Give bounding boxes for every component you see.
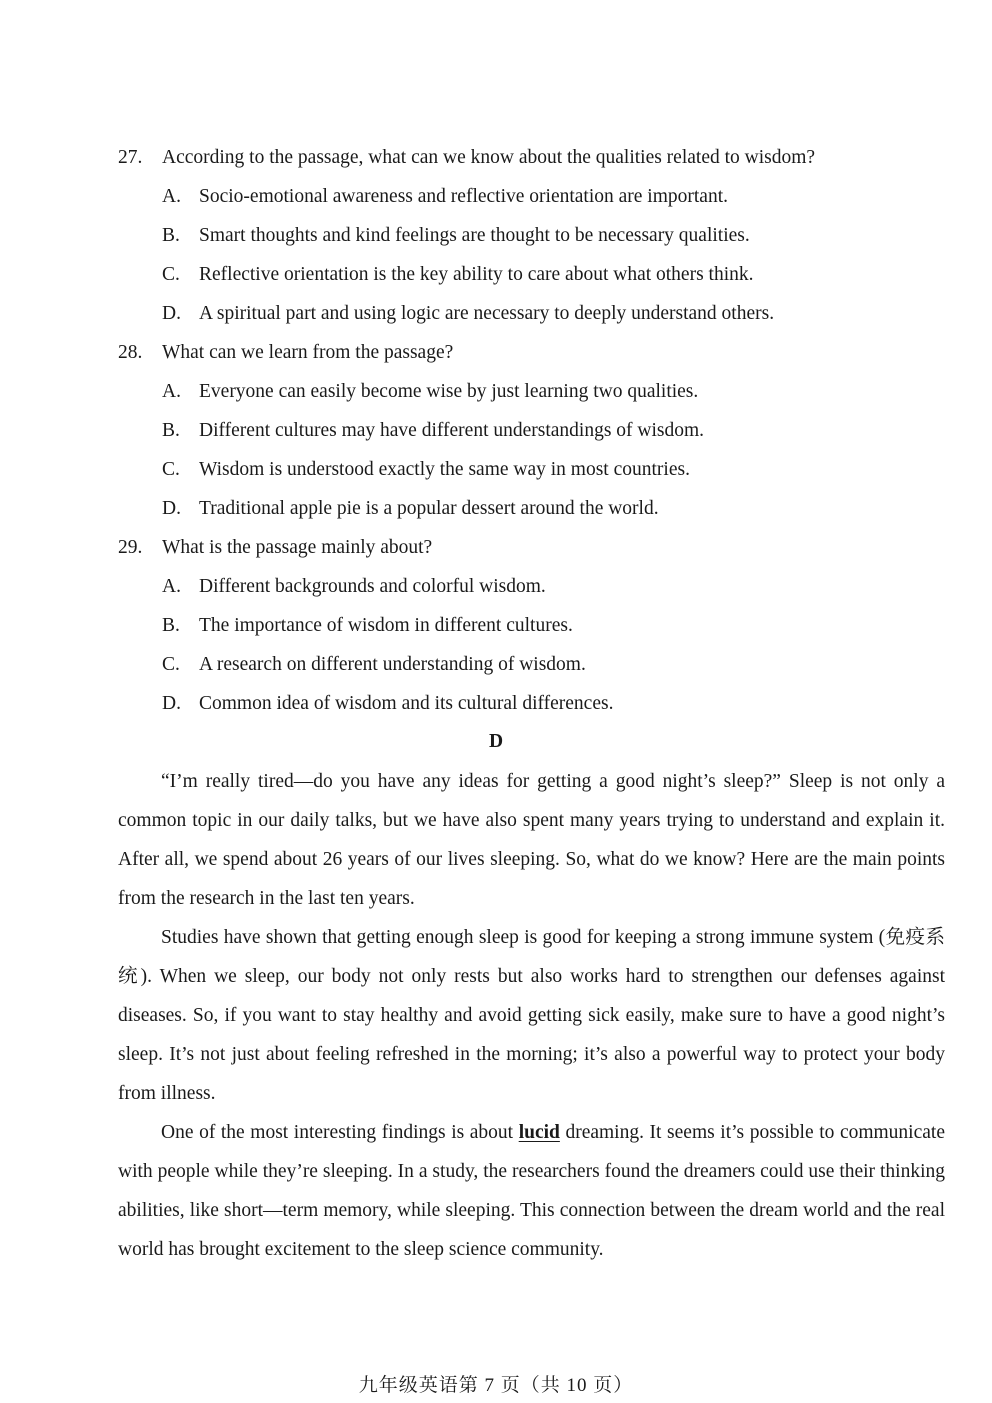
paragraph-text-before: One of the most interesting findings is about [161,1122,519,1143]
question-number: 27. [118,147,143,168]
option-text: Smart thoughts and kind feelings are thought to be necessary qualities. [199,225,750,246]
option-letter: B. [162,225,180,246]
question-28-stem [118,341,453,365]
question-29-option-a [162,575,546,599]
question-text: According to the passage, what can we know about the qualities related to wisdom? [162,147,816,168]
option-letter: C. [162,654,180,675]
passage-paragraph-2 [118,918,945,1113]
option-text: Everyone can easily become wise by just learning two qualities. [199,381,699,402]
question-number: 29. [118,537,143,558]
passage-paragraph-3 [118,1113,945,1269]
option-letter: C. [162,459,180,480]
option-text: The importance of wisdom in different cultures. [199,615,573,636]
question-27-option-d [162,302,774,326]
question-29-option-b [162,614,573,638]
option-letter: A. [162,381,181,402]
option-letter: B. [162,420,180,441]
question-27-option-c [162,263,754,287]
question-28-option-d [162,497,659,521]
page-footer: 九年级英语第 7 页（共 10 页） [358,1375,634,1396]
option-text: Traditional apple pie is a popular dessert around the world. [199,498,659,519]
question-28-option-b [162,419,704,443]
option-text: Reflective orientation is the key ability to care about what others think. [199,264,754,285]
question-28-option-c [162,458,690,482]
option-letter: B. [162,615,180,636]
keyword-lucid: lucid [518,1122,560,1143]
question-28-option-a [162,380,698,404]
question-number: 28. [118,342,143,363]
option-text: A research on different understanding of wisdom. [199,654,586,675]
paragraph-text: Studies have shown that getting enough sleep is good for keeping a strong immune system (免疫系统). When we sleep, our body not only rests but also works hard to strengthen our defenses against diseases. So, if you want to stay healthy and avoid getting sick easily, make sure to have a good night’s sleep. It’s not just about feeling refreshed in the morning; it’s also a powerful way to protect your body from illness. [118,927,945,1104]
option-letter: A. [162,186,181,207]
option-letter: C. [162,264,180,285]
paragraph-text-after: dreaming. It seems it’s possible to communicate with people while they’re sleeping. In a study, the researchers found the dreamers could use their thinking abilities, like short—term memory, while sleeping. This connection between the dream world and the real world has brought excitement to the sleep science community. [118,1122,945,1260]
question-27-option-b [162,224,750,248]
option-text: Wisdom is understood exactly the same way in most countries. [199,459,690,480]
option-text: Different cultures may have different understandings of wisdom. [199,420,705,441]
option-letter: D. [162,498,181,519]
question-29-option-d [162,692,613,716]
option-letter: A. [162,576,181,597]
passage-paragraph-1 [118,762,945,918]
option-letter: D. [162,303,181,324]
section-title: D [488,731,504,752]
option-text: Common idea of wisdom and its cultural differences. [199,693,614,714]
option-text: Different backgrounds and colorful wisdom. [199,576,546,597]
question-29-option-c [162,653,586,677]
question-text: What is the passage mainly about? [162,537,433,558]
question-text: What can we learn from the passage? [162,342,454,363]
paragraph-text: “I’m really tired—do you have any ideas for getting a good night’s sleep?” Sleep is not only a common topic in our daily talks, but we have also spent many years trying to understand and explain it. After all, we spend about 26 years of our lives sleeping. So, what do we know? Here are the main points from the research in the last ten years. [118,771,945,909]
question-27-stem [118,146,815,170]
question-27-option-a [162,185,728,209]
question-29-stem [118,536,432,560]
option-text: Socio-emotional awareness and reflective orientation are important. [199,186,729,207]
option-text: A spiritual part and using logic are necessary to deeply understand others. [199,303,775,324]
option-letter: D. [162,693,181,714]
